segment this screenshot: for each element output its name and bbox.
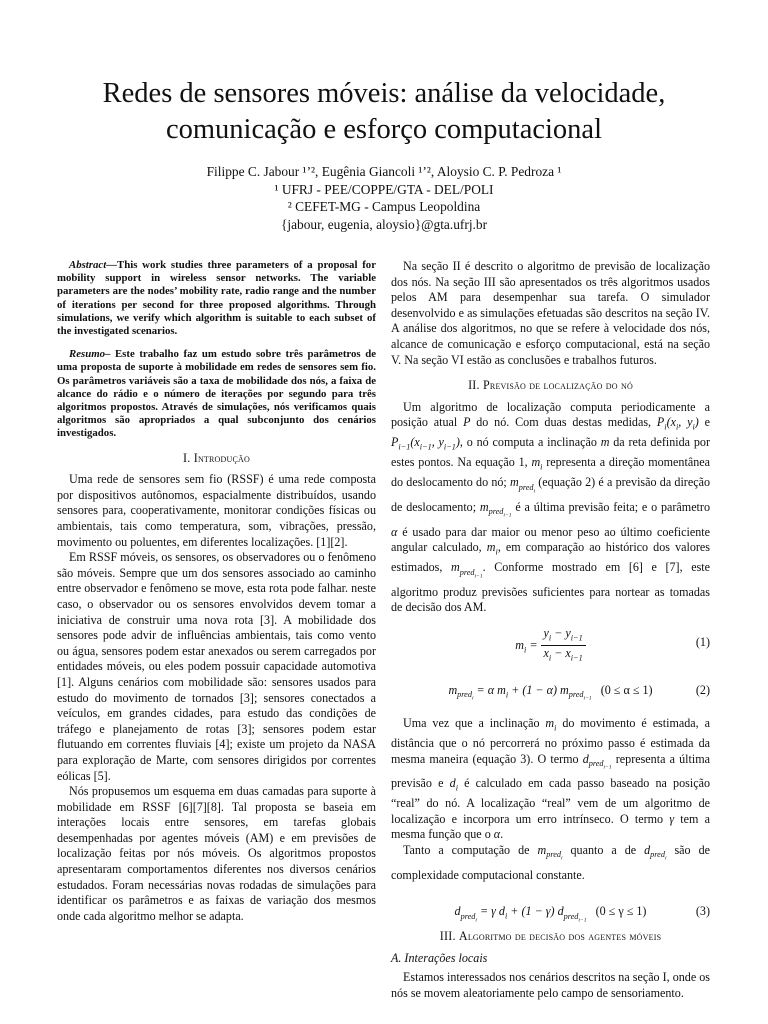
math-inline: $m_{pred_{i-1}}$	[479, 499, 512, 520]
math-inline: $d_{pred_i}$	[644, 843, 667, 863]
equation-number: (1)	[695, 635, 710, 650]
paragraph: Um algoritmo de localização computa periodicamente a posição atual P do nó. Com duas destas medidas, $P_i(x_i$, $y_i$) e $P_{i-1}(x_{i-1}$, $y_{i-1}$), o nó computa a inclinação m da reta definida por estes pontos. Na equação 1, $m_i$ representa a direção momentânea do deslocamento do nó; $m_{pred_i}$ (equação 2) é a previsão da direção de deslocamento; $m_{pred_{i-1}}$ é a última previsão feita; e o parâmetro α é usado para dar maior ou menor peso ao último coeficiente angular calculado, $m_i$, em comparação ao histórico dos valores estimados, $m_{pred_{i-1}}$. Conforme mostrado em [6] e [7], este algoritmo produz previsões suficientes para nortear as tomadas de decisão dos AM.	[391, 399, 711, 615]
math-inline: $m_{pred_{i-1}}$	[451, 560, 483, 580]
section-heading-introducao	[57, 451, 376, 467]
math-inline: P	[463, 415, 471, 430]
math-inline: $P_{i-1}(x_{i-1}$, $y_{i-1}$)	[391, 435, 460, 452]
abstract-label: Abstract—	[69, 259, 117, 271]
resumo-text: Este trabalho faz um estudo sobre três parâmetros de uma proposta de suporte à mobilidade em redes de sensores sem fio. Os parâmetros variáveis são a taxa de mobilidade dos nós, a faixa de alcance do rádio e o número de iterações por segundo para três algoritmos propostos. Através de simulações, nós verificamos quais algoritmos são apropriados a qual subconjunto dos cenários investigados.	[57, 348, 376, 440]
paragraph: Em RSSF móveis, os sensores, os observadores ou o fenômeno são móveis. Sempre que um dos sensores associado ao caminho entre observador e fenômeno se move, esta rota pode falhar. neste caso, o observador ou os sensores envolvidos devem tomar a iniciativa de construir uma nova rota [3]. A mobilidade dos sensores pode advir de influências ambientais, tais como vento ou água, sensores podem estar anexados ou serem carregados por entidades móveis, ou eles podem possuir capacidade automotiva [1]. Alguns cenários com mobilidade são: sensores usados para estudo do movimento de tornados [3]; sensores conectados a veículos, em grandes cidades, para estudo das condições de tráfego e planejamento de rotas [3]; sensores podem estar flutuando em correntes fluviais [4]; existe um projeto da NASA para exploração de Marte, com sensores dirigidos por correntes eólicas [5].	[57, 550, 376, 783]
math-inline: $m_i$	[545, 716, 557, 733]
equation-3: $d_{pred_i} = \gamma$ $d_i + (1 - \gamma)$ $d_{pred_{i-1}}$ (0 ≤ γ ≤ 1) (3)	[391, 895, 710, 927]
math-inline: $d_{pred_{i-1}}$	[582, 751, 612, 771]
section-title: Previsão de localização do nó	[482, 378, 633, 393]
equation-number: (2)	[695, 683, 710, 698]
author-block	[40, 163, 728, 233]
paragraph: Tanto a computação de $m_{pred_i}$ quanto a de $d_{pred_i}$ são de complexidade computacional constante.	[391, 843, 710, 882]
right-column	[391, 259, 710, 1002]
resumo-label: Resumo–	[69, 348, 111, 361]
math-inline: α	[391, 524, 398, 539]
math-inline: $m_i$	[486, 540, 498, 557]
math-inline: m	[600, 435, 610, 450]
math-inline: γ	[669, 811, 675, 826]
resumo	[57, 348, 376, 440]
section-heading-algoritmo	[391, 929, 710, 945]
paragraph: Uma vez que a inclinação $m_i$ do movimento é estimada, a distância que o nó percorrerá no próximo passo é estimada da mesma maneira (equação 3). O termo $d_{pred_{i-1}}$ representa a última previsão e $d_i$ é calculado em cada passo baseado na posição “real” do nó. A localização “real” vem de um algoritmo de localização e incorpora um erro intrínseco. O termo γ tem a mesma função que o α.	[391, 716, 710, 842]
math-inline: $P_i(x_i$, $y_i$)	[656, 415, 699, 432]
paragraph: Uma rede de sensores sem fio (RSSF) é uma rede composta por dispositivos autônomos, espacialmente distribuídos, usando sensores para, cooperativamente, monitorar condições físicas ou ambientais, tais como temperatura, som, vibrações, pressão, movimento ou poluentes, em diferentes localizações. [1][2].	[57, 472, 376, 549]
math-inline: $m_{pred_i}$	[537, 843, 563, 863]
equation-number: (3)	[695, 904, 710, 919]
left-column	[57, 259, 376, 924]
section-numeral: III.	[439, 929, 456, 944]
title-line-2: comunicação e esforço computacional	[165, 114, 602, 145]
affiliation-2: ² CEFET-MG - Campus Leopoldina	[287, 199, 481, 215]
paragraph: Estamos interessados nos cenários descritos na seção I, onde os nós se movem aleatoriamente pelo campo de sensoriamento.	[391, 970, 710, 1001]
paper-title	[40, 76, 728, 148]
subsection-heading: A. Interações locais	[391, 950, 488, 965]
section-title: Algoritmo de decisão dos agentes móveis	[458, 929, 662, 944]
author-names: Filippe C. Jabour ¹ʼ², Eugênia Giancoli ¹ʼ², Aloysio C. P. Pedroza ¹	[206, 164, 562, 179]
abstract-text: This work studies three parameters of a proposal for mobility support in wireless sensor networks. The variable parameters are the nodes’ mobility rate, radio range and the number of iterations per second for three proposed algorithms. Through simulations, we verify which algorithm is suitable to each subset of the investigated scenarios.	[57, 259, 376, 338]
abstract	[57, 259, 376, 338]
paragraph: Na seção II é descrito o algoritmo de previsão de localização dos nós. Na seção III são apresentados os três algoritmos usados pelos AM para desempenhar sua tarefa. O simulador desenvolvido e as simulações efetuadas são descritos na seção IV. A análise dos algoritmos, no que se refere à velocidade dos nós, alcance de comunicação e esforço computacional, está na seção V. Na seção VI estão as conclusões e trabalhos futuros.	[391, 259, 710, 367]
affiliation-1: ¹ UFRJ - PEE/COPPE/GTA - DEL/POLI	[274, 181, 494, 197]
paragraph: Nós propusemos um esquema em duas camadas para suporte à mobilidade em RSSF [6][7][8]. Tal proposta se baseia em interações locais entre sensores, em tarefas globais desempenhadas por agentes móveis (AM) e em previsões de localização feitas por nós móveis. Os algoritmos propostos apresentaram comportamentos diferentes nos diversos cenários estudados. Foram necessárias novas rodadas de simulações para identificar os parâmetros e as faixas de variação dos mesmos onde cada algoritmo melhor se adapta.	[57, 784, 376, 923]
math-inline: $d_i$	[449, 776, 458, 793]
math-inline: $m_{pred_i}$	[510, 475, 536, 495]
section-heading-previsao	[391, 378, 710, 394]
title-line-1: Redes de sensores móveis: análise da velocidade,	[102, 78, 666, 109]
math-inline: $m_i$	[531, 455, 543, 472]
equation-1: $m_i$ = $\frac{y_i - y_{i-1}}{x_i - x_{i-1}}$ (1)	[515, 626, 710, 663]
section-numeral: II.	[468, 378, 480, 393]
section-title: Introdução	[193, 450, 250, 465]
section-numeral: I.	[183, 450, 191, 465]
author-emails: {jabour, eugenia, aloysio}@gta.ufrj.br	[280, 216, 488, 232]
equation-2: $m_{pred_i} = \alpha$ $m_i + (1 - \alpha)$ $m_{pred_{i-1}}$ (0 ≤ α ≤ 1) (2)	[391, 674, 710, 706]
math-inline: α	[493, 827, 501, 842]
